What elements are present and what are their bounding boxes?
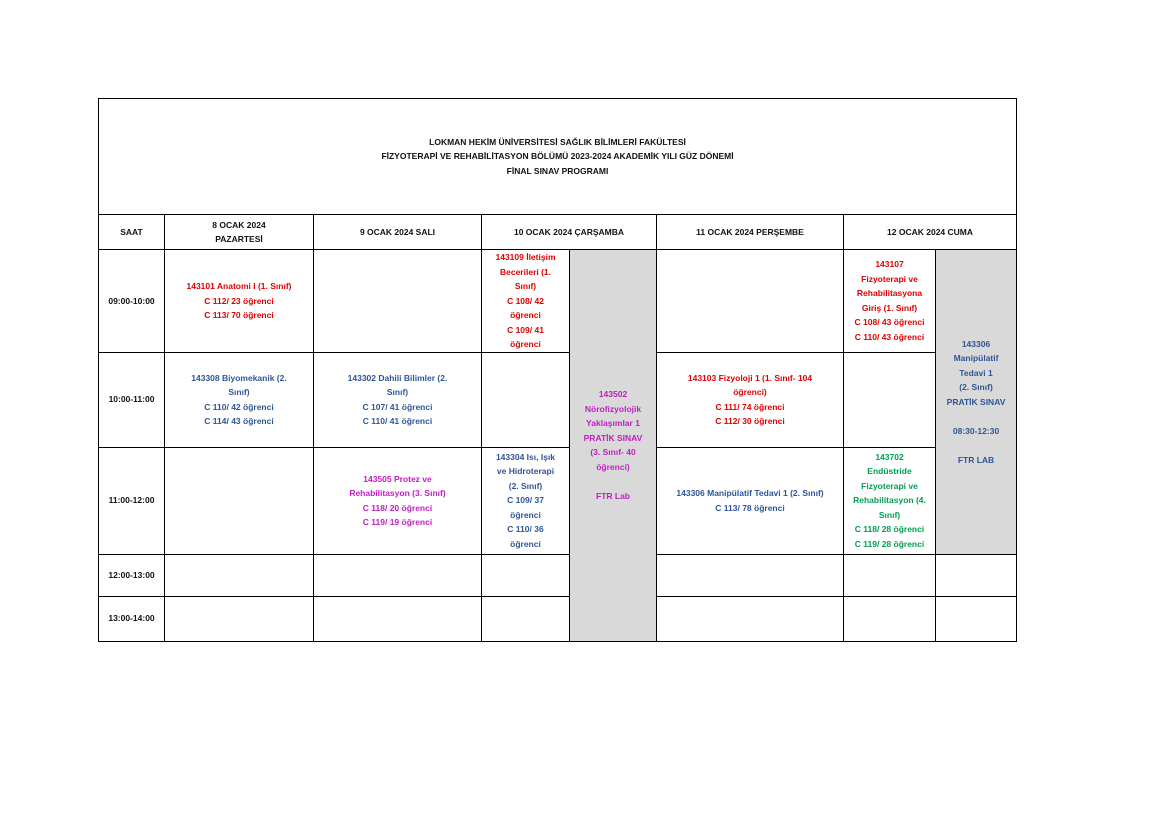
cell-line: Rehabilitasyon (4. xyxy=(853,495,926,506)
cell-line: 143306 xyxy=(961,338,991,349)
header-day-thursday: 11 OCAK 2024 PERŞEMBE xyxy=(657,215,844,250)
cell-tuesday-1100 xyxy=(314,447,482,554)
cell-line: C 107/ 41 öğrenci xyxy=(362,401,433,412)
cell-monday-0900 xyxy=(165,250,314,353)
cell-line: Endüstride xyxy=(867,466,912,477)
cell-monday-1000 xyxy=(165,352,314,447)
cell-line: öğrenci xyxy=(510,538,541,549)
cell-line: (3. Sınıf- 40 xyxy=(590,447,636,458)
cell-line: ve Hidroterapi xyxy=(496,466,555,477)
cell-line: 143308 Biyomekanik (2. xyxy=(191,372,287,383)
cell-line: öğrenci) xyxy=(596,461,630,472)
time-slot: 10:00-11:00 xyxy=(99,352,165,447)
cell-line: C 109/ 37 xyxy=(507,495,544,506)
cell-line: öğrenci xyxy=(510,310,541,320)
cell-line: Tedavi 1 xyxy=(959,367,993,378)
cell-line: (2. Sınıf) xyxy=(508,480,543,491)
time-slot: 12:00-13:00 xyxy=(99,554,165,596)
cell-wednesday-1200 xyxy=(482,554,570,596)
cell-friday-0900 xyxy=(844,250,936,353)
cell-line: Sınıf) xyxy=(386,387,409,397)
cell-line: Becerileri (1. xyxy=(499,266,552,277)
cell-line xyxy=(938,438,1014,453)
cell-tuesday-1300 xyxy=(314,596,482,641)
cell-line: C 112/ 23 öğrenci xyxy=(204,295,274,306)
cell-line: Sınıf) xyxy=(878,509,901,520)
cell-wednesday-1000 xyxy=(482,352,570,447)
cell-line: öğrenci xyxy=(510,509,541,520)
cell-line: C 112/ 30 öğrenci xyxy=(715,416,785,426)
header-saat: SAAT xyxy=(99,215,165,250)
cell-line: C 113/ 78 öğrenci xyxy=(715,502,785,513)
cell-line: Rehabilitasyona xyxy=(856,288,923,299)
cell-friday-1200 xyxy=(844,554,936,596)
cell-tuesday-1200 xyxy=(314,554,482,596)
cell-line xyxy=(572,474,654,489)
cell-line: C 110/ 43 öğrenci xyxy=(854,331,925,342)
header-day-monday xyxy=(165,215,314,250)
cell-line: Sınıf) xyxy=(228,387,250,397)
cell-wednesday-1100 xyxy=(482,447,570,554)
cell-line: öğrenci) xyxy=(733,387,767,397)
cell-line: Fizyoterapi ve xyxy=(861,273,918,284)
cell-line: 143505 Protez ve xyxy=(363,473,432,484)
cell-line: Nörofizyolojik xyxy=(584,403,642,414)
cell-tuesday-0900 xyxy=(314,250,482,353)
cell-line: 143502 xyxy=(598,389,628,400)
cell-monday-1100 xyxy=(165,447,314,554)
cell-line: C 118/ 20 öğrenci xyxy=(362,502,433,513)
cell-line: 143702 xyxy=(875,451,904,462)
cell-line: C 110/ 36 xyxy=(507,524,544,535)
title-line-1: LOKMAN HEKİM ÜNİVERSİTESİ SAĞLIK BİLİMLERİ FAKÜLTESİ xyxy=(429,136,686,147)
cell-wednesday-1300 xyxy=(482,596,570,641)
header-day-monday-date: 8 OCAK 2024 xyxy=(212,219,266,230)
title-line-2: FİZYOTERAPİ VE REHABİLİTASYON BÖLÜMÜ 2023-2024 AKADEMİK YILI GÜZ DÖNEMİ xyxy=(381,151,734,162)
cell-line: 143109 İletişim xyxy=(495,252,556,262)
cell-thursday-0900 xyxy=(657,250,844,353)
cell-wednesday-lab-exam xyxy=(570,250,657,642)
cell-thursday-1000 xyxy=(657,352,844,447)
cell-monday-1200 xyxy=(165,554,314,596)
cell-thursday-1100 xyxy=(657,447,844,554)
cell-line: 143302 Dahili Bilimler (2. xyxy=(347,372,448,383)
cell-line: PRATİK SINAV xyxy=(946,396,1006,407)
cell-line: Fizyoterapi ve xyxy=(861,480,918,491)
cell-line: 143103 Fizyoloji 1 (1. Sınıf- 104 xyxy=(687,372,813,383)
cell-line: Giriş (1. Sınıf) xyxy=(861,302,918,313)
cell-line: PRATİK SINAV xyxy=(583,432,643,443)
cell-friday-1000 xyxy=(844,352,936,447)
time-slot: 11:00-12:00 xyxy=(99,447,165,554)
cell-tuesday-1000 xyxy=(314,352,482,447)
cell-line: C 109/ 41 xyxy=(507,324,544,335)
cell-line: C 118/ 28 öğrenci xyxy=(854,524,925,535)
time-slot: 09:00-10:00 xyxy=(99,250,165,353)
cell-line: 143306 Manipülatif Tedavi 1 (2. Sınıf) xyxy=(676,488,824,498)
header-day-tuesday: 9 OCAK 2024 SALI xyxy=(314,215,482,250)
title-line-3: FİNAL SINAV PROGRAMI xyxy=(506,165,609,176)
cell-thursday-1200 xyxy=(657,554,844,596)
cell-wednesday-0900 xyxy=(482,250,570,353)
cell-line: C 119/ 19 öğrenci xyxy=(362,517,433,527)
cell-line: Manipülatif xyxy=(953,353,999,363)
cell-line: (2. Sınıf) xyxy=(959,382,993,392)
header-day-monday-name: PAZARTESİ xyxy=(215,234,263,244)
cell-friday-1300 xyxy=(844,596,936,641)
cell-line: C 108/ 43 öğrenci xyxy=(854,317,925,328)
cell-line: öğrenci xyxy=(510,339,541,349)
cell-line: 143101 Anatomi I (1. Sınıf) xyxy=(186,281,292,291)
time-slot: 13:00-14:00 xyxy=(99,596,165,641)
cell-line: C 113/ 70 öğrenci xyxy=(204,310,274,320)
cell-line: 143304 Isı, Işık xyxy=(495,451,556,462)
header-day-wednesday: 10 OCAK 2024 ÇARŞAMBA xyxy=(482,215,657,250)
cell-friday-lab-exam xyxy=(936,250,1017,555)
cell-line: Sınıf) xyxy=(514,281,537,291)
cell-line xyxy=(938,409,1014,424)
cell-line: FTR Lab xyxy=(596,490,630,501)
cell-line: C 119/ 28 öğrenci xyxy=(854,538,925,549)
cell-line: C 110/ 42 öğrenci xyxy=(204,401,274,412)
document-title xyxy=(99,99,1017,215)
cell-line: 143107 xyxy=(875,259,904,270)
cell-line: C 110/ 41 öğrenci xyxy=(362,416,433,426)
cell-friday-1200-right xyxy=(936,554,1017,596)
cell-line: 08:30-12:30 xyxy=(952,425,1000,436)
exam-schedule-table xyxy=(98,98,1017,642)
cell-line: C 108/ 42 xyxy=(507,295,544,306)
cell-monday-1300 xyxy=(165,596,314,641)
cell-line: C 111/ 74 öğrenci xyxy=(715,401,785,412)
header-day-friday: 12 OCAK 2024 CUMA xyxy=(844,215,1017,250)
cell-line: Rehabilitasyon (3. Sınıf) xyxy=(349,488,446,498)
cell-thursday-1300 xyxy=(657,596,844,641)
cell-friday-1100 xyxy=(844,447,936,554)
cell-line: FTR LAB xyxy=(957,454,995,465)
cell-friday-1300-right xyxy=(936,596,1017,641)
cell-line: Yaklaşımlar 1 xyxy=(586,418,640,429)
cell-line: C 114/ 43 öğrenci xyxy=(204,416,274,426)
